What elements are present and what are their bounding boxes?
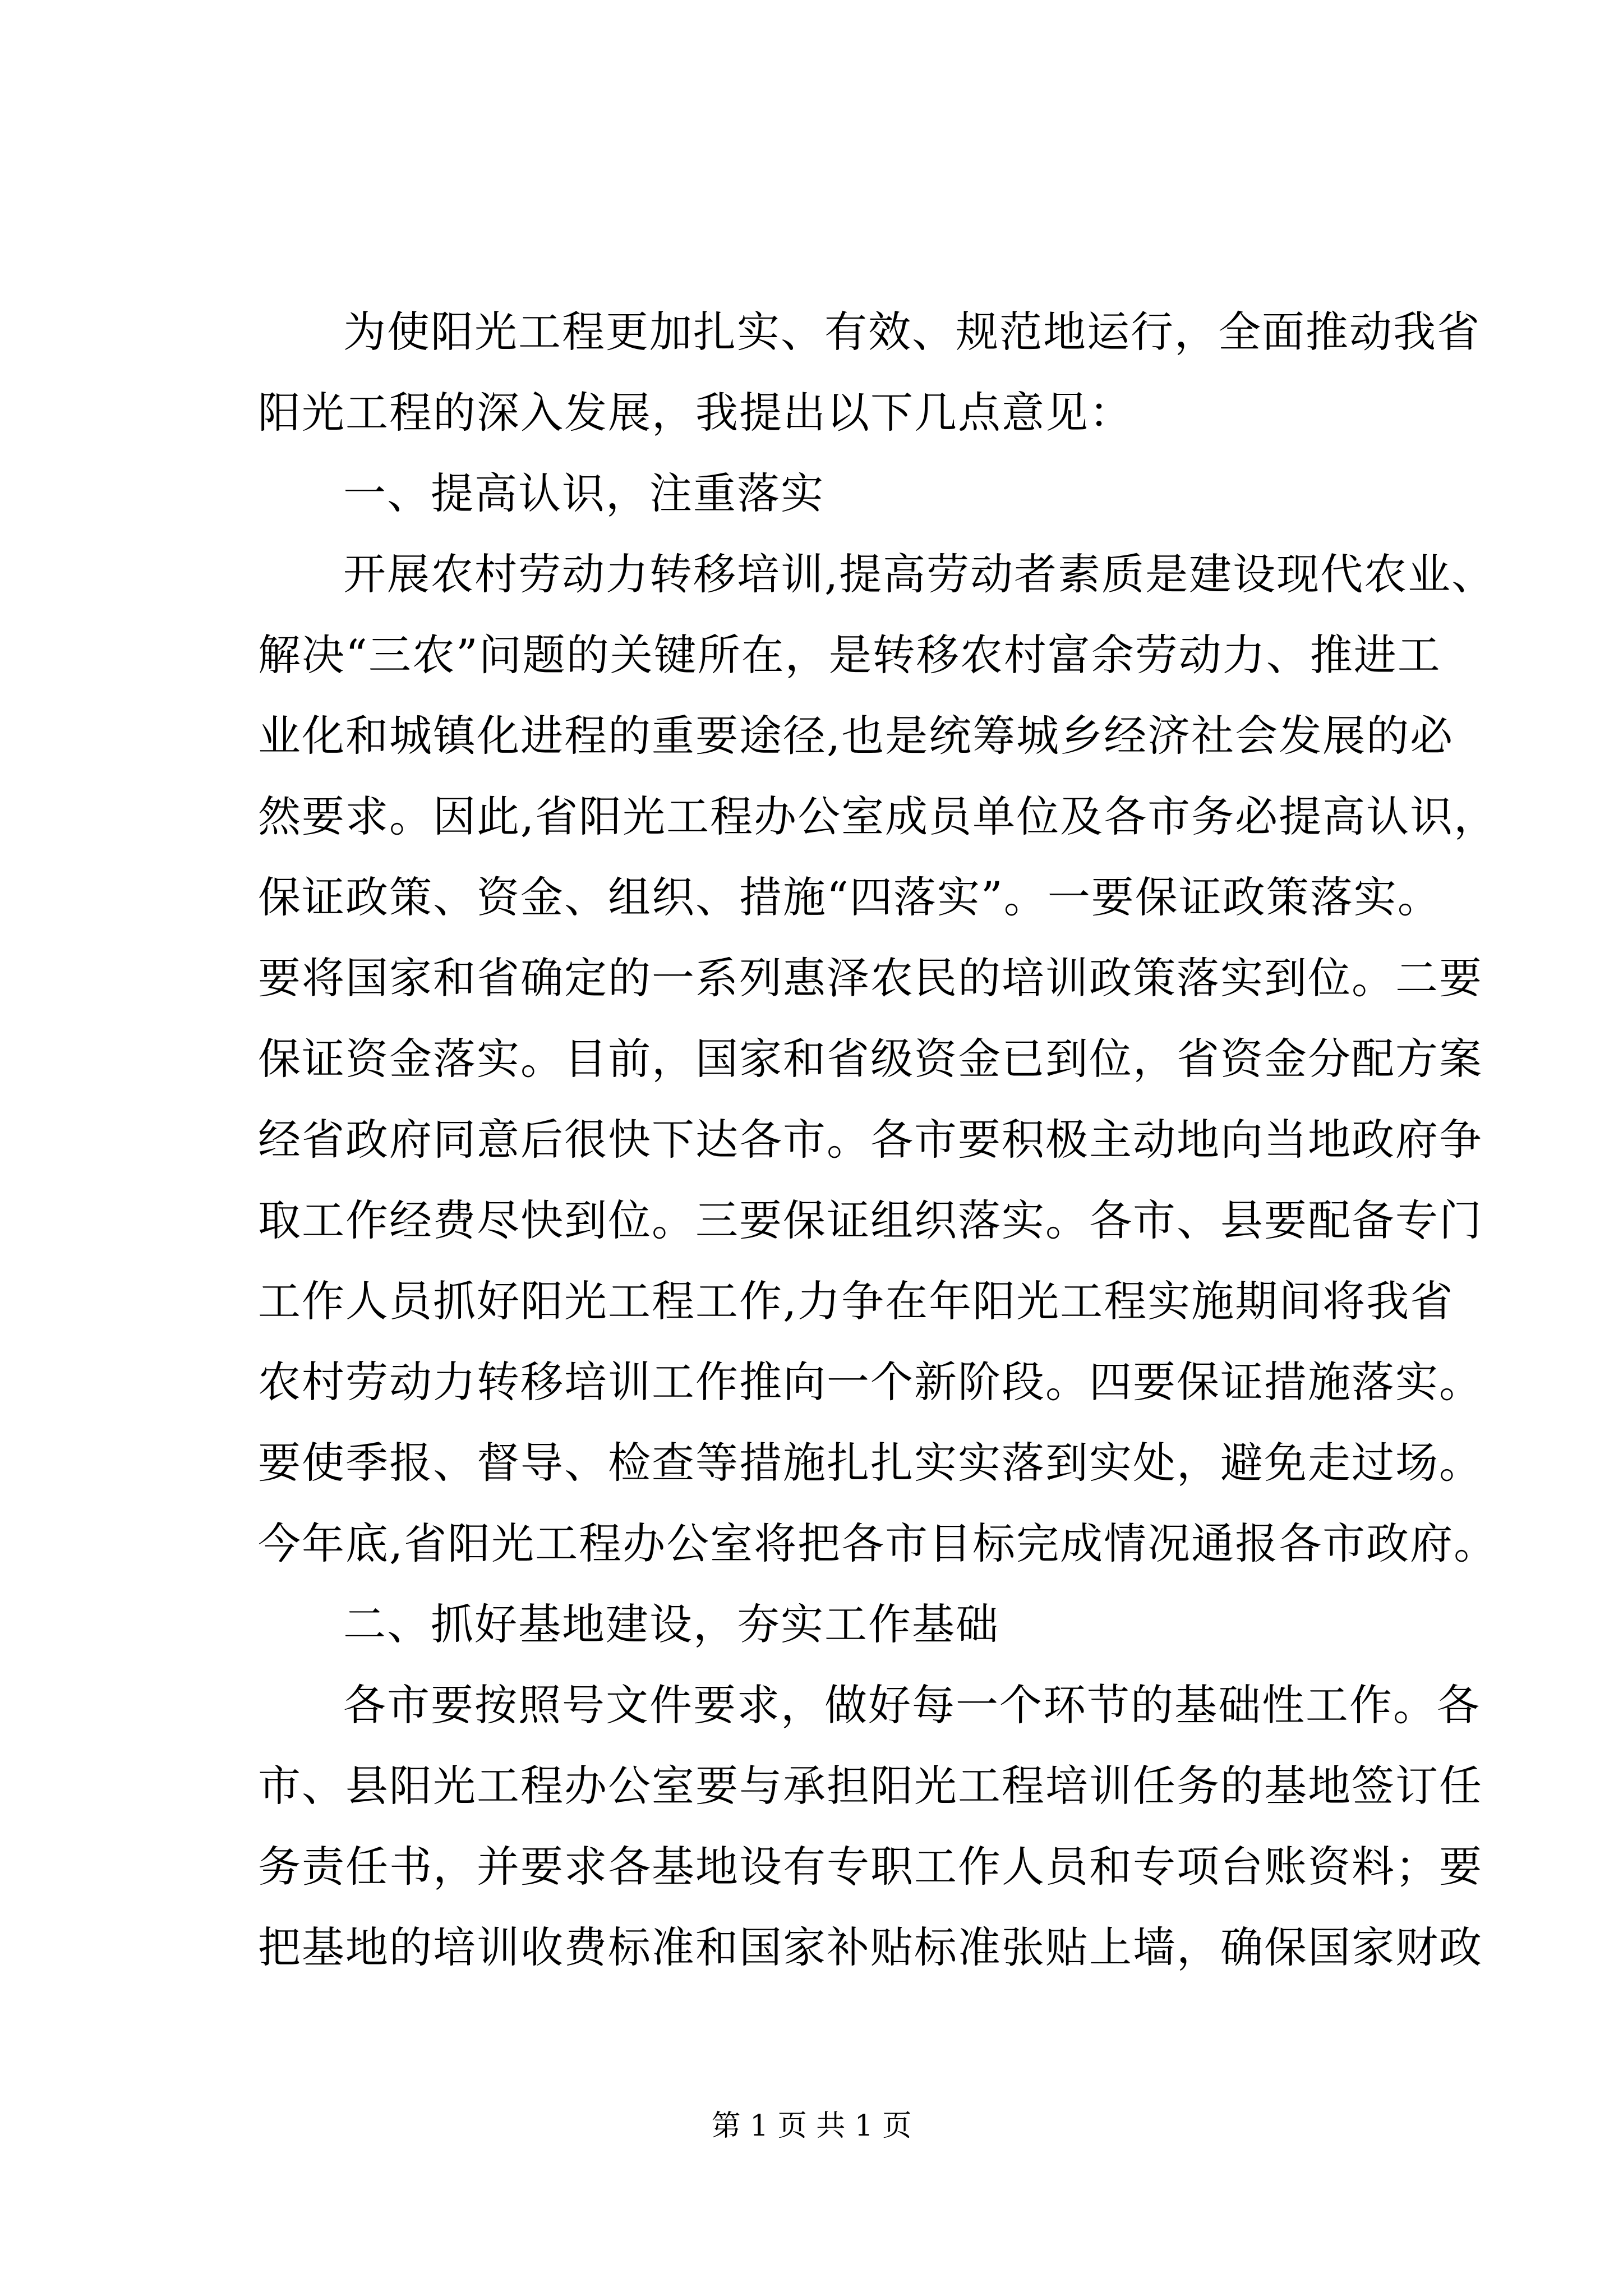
text-line: 经省政府同意后很快下达各市。各市要积极主动地向当地政府争: [258, 1115, 1483, 1165]
text-line: 市、县阳光工程办公室要与承担阳光工程培训任务的基地签订任: [258, 1761, 1483, 1811]
body-paragraph: [258, 292, 1481, 453]
text-line: 业化和城镇化进程的重要途径,也是统筹城乡经济社会发展的必: [258, 711, 1454, 761]
text-line: 为使阳光工程更加扎实、有效、规范地运行，全面推动我省: [343, 307, 1481, 357]
text-line: 要将国家和省确定的一系列惠泽农民的培训政策落实到位。二要: [258, 953, 1483, 1003]
text-line: 农村劳动力转移培训工作推向一个新阶段。四要保证措施落实。: [258, 1357, 1483, 1407]
page-footer: [0, 2106, 1623, 2146]
text-line: 要使季报、督导、检查等措施扎扎实实落到实处，避免走过场。: [258, 1438, 1483, 1488]
section-heading-text: 一、提高认识，注重落实: [343, 468, 824, 518]
body-paragraph: [258, 534, 1498, 1584]
text-line: 取工作经费尽快到位。三要保证组织落实。各市、县要配备专门: [258, 1195, 1483, 1245]
text-line: 阳光工程的深入发展，我提出以下几点意见：: [258, 388, 1133, 438]
text-line: 保证政策、资金、组织、措施“四落实”。一要保证政策落实。: [258, 872, 1441, 922]
text-line: 各市要按照号文件要求，做好每一个环节的基础性工作。各: [343, 1680, 1481, 1730]
document-body: [258, 292, 1498, 1988]
text-line: 把基地的培训收费标准和国家补贴标准张贴上墙，确保国家财政: [258, 1922, 1483, 1972]
text-line: 工作人员抓好阳光工程工作,力争在年阳光工程实施期间将我省: [258, 1276, 1454, 1326]
body-paragraph: [258, 1665, 1483, 1988]
text-line: 然要求。因此,省阳光工程办公室成员单位及各市务必提高认识，: [258, 792, 1498, 841]
page-number: 第 1 页 共 1 页: [711, 2109, 912, 2143]
text-line: 开展农村劳动力转移培训,提高劳动者素质是建设现代农业、: [343, 549, 1496, 599]
text-line: 今年底,省阳光工程办公室将把各市目标完成情况通报各市政府。: [258, 1519, 1498, 1568]
section-heading: [258, 453, 1447, 534]
text-line: 保证资金落实。目前，国家和省级资金已到位，省资金分配方案: [258, 1034, 1483, 1084]
section-heading: [258, 1584, 1447, 1665]
text-line: 解决“三农”问题的关键所在，是转移农村富余劳动力、推进工: [258, 630, 1441, 680]
text-line: 务责任书，并要求各基地设有专职工作人员和专项台账资料；要: [258, 1842, 1483, 1892]
section-heading-text: 二、抓好基地建设，夯实工作基础: [343, 1599, 999, 1649]
